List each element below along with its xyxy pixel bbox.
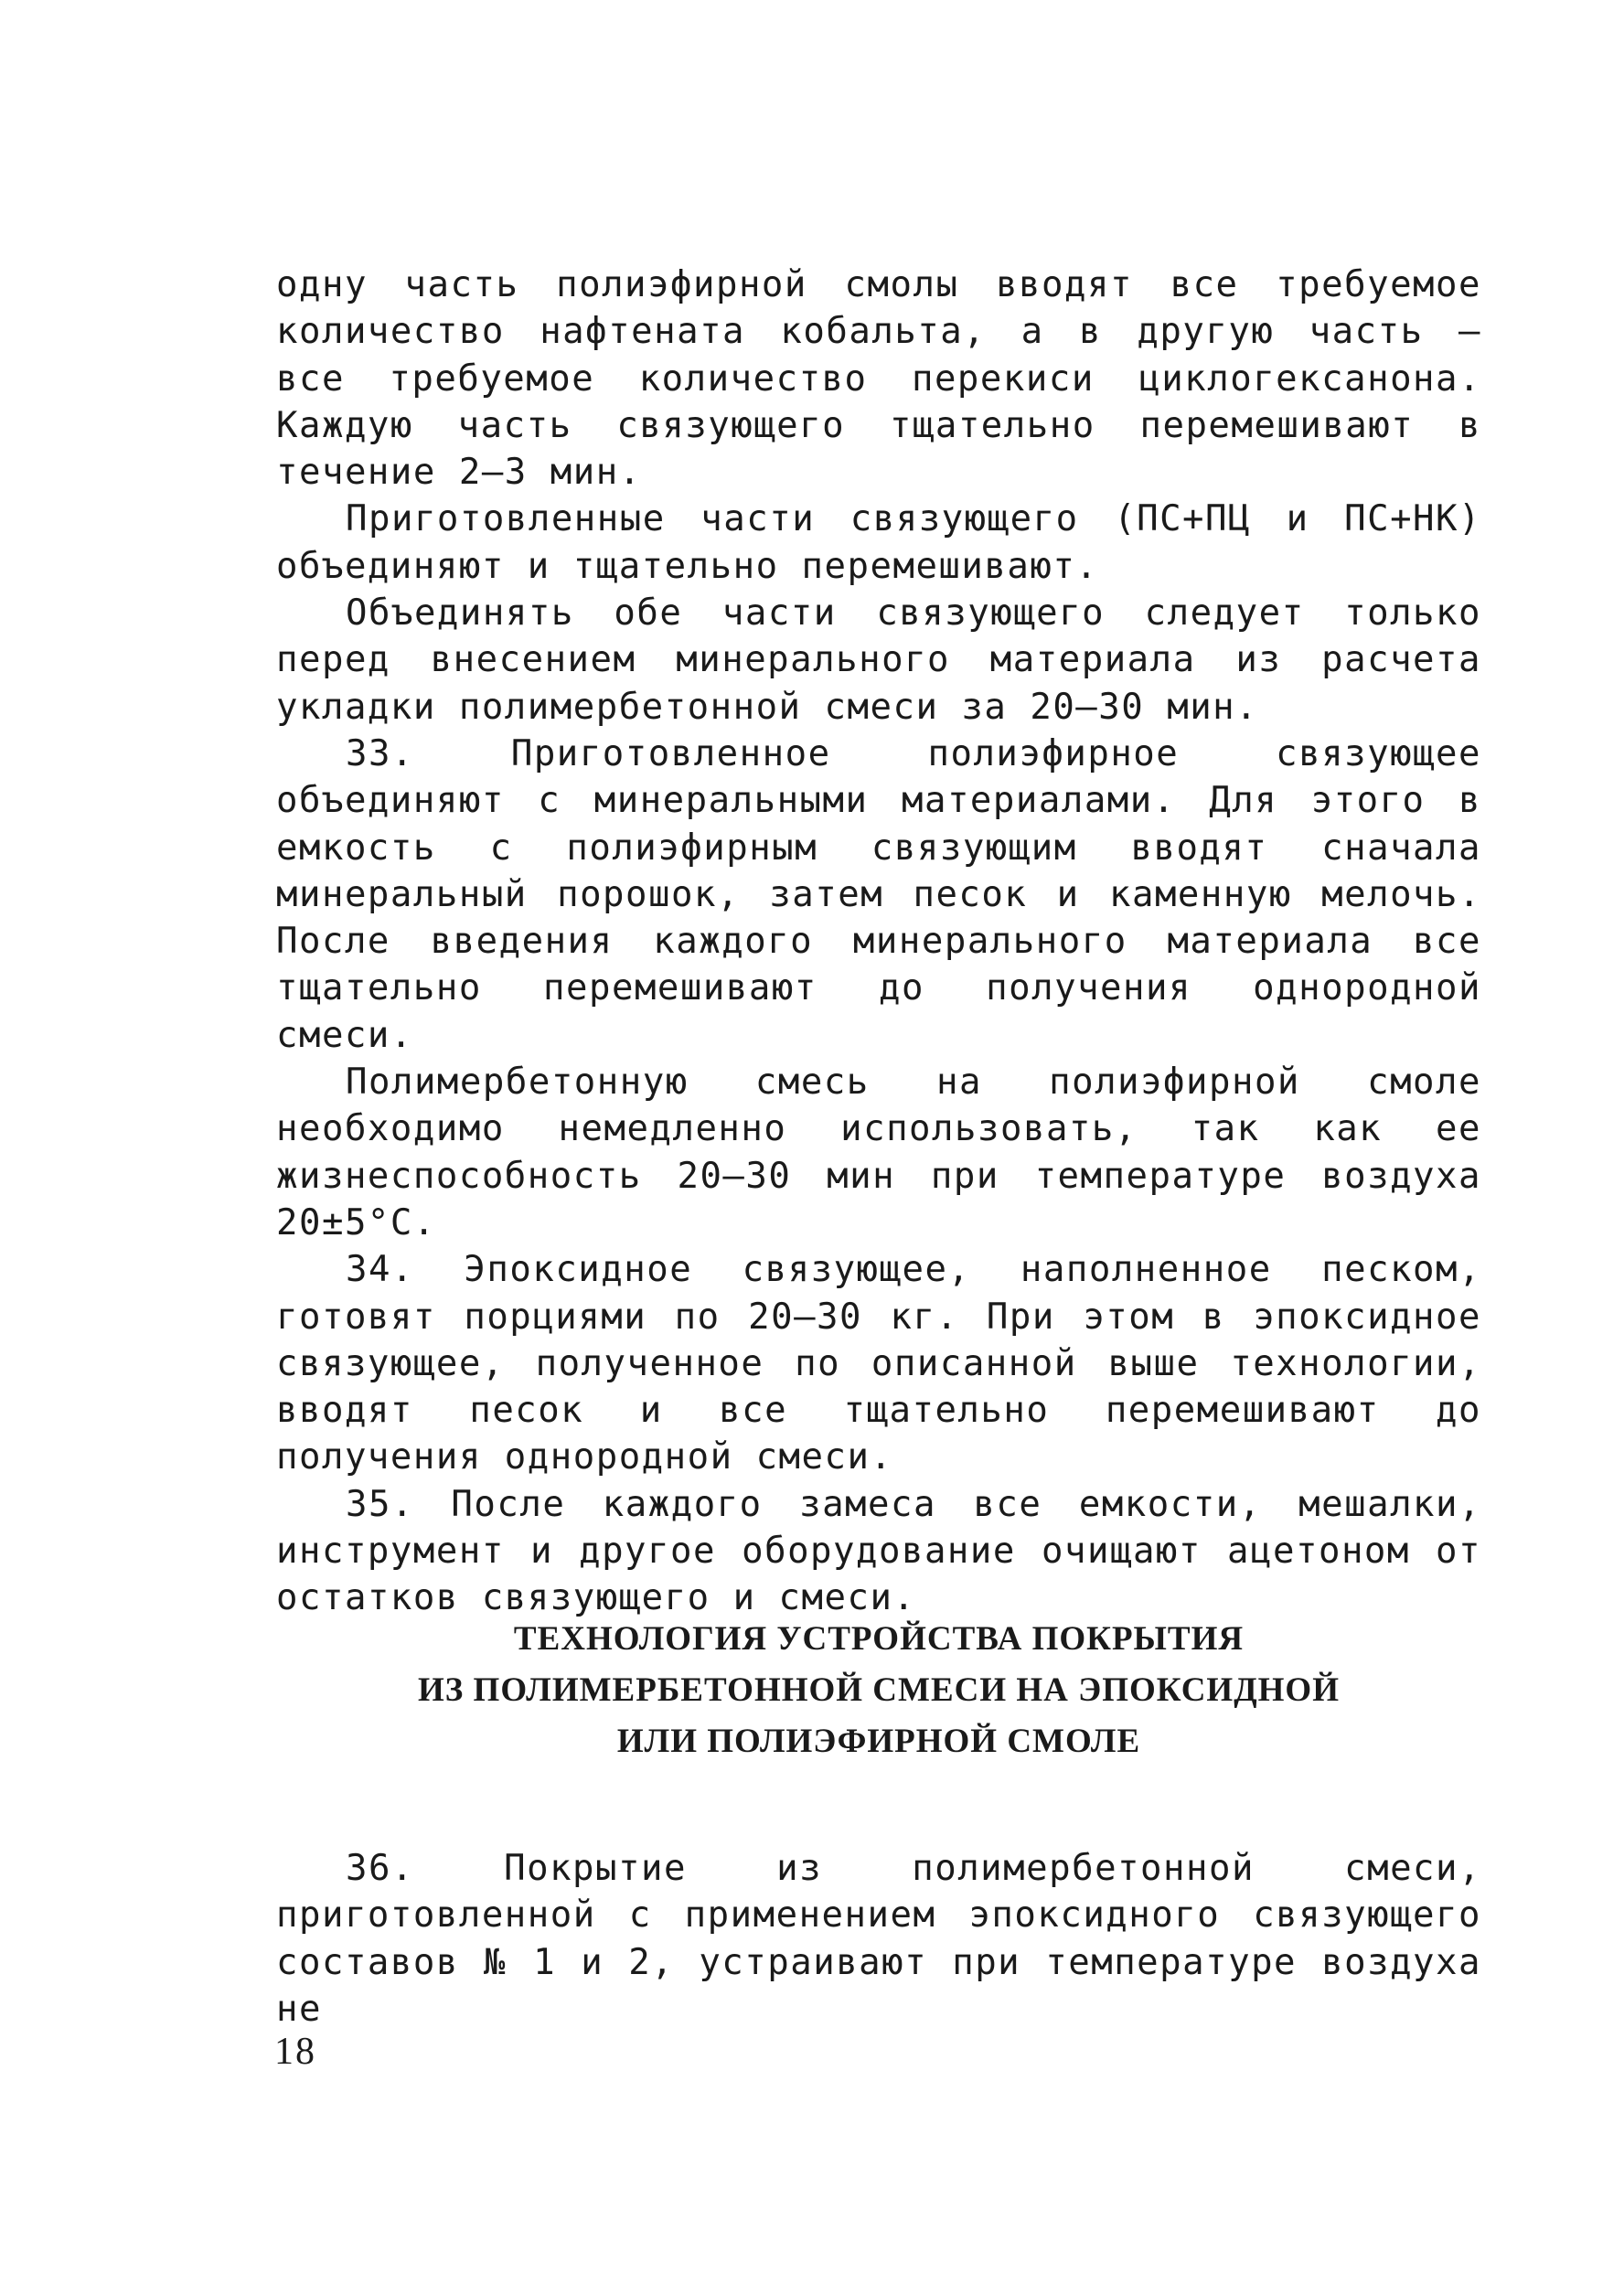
page-number: 18 bbox=[274, 2031, 316, 2073]
section-body-text bbox=[276, 1845, 1481, 2033]
paragraph-34: 34. Эпоксидное связующее, наполненное песком, готовят порциями по 20–30 кг. При этом в эпоксидное связующее, полученное по описанной выше технологии, вводят песок и все тщательно перемешивают до получения однородной смеси. bbox=[276, 1249, 1481, 1478]
section-heading bbox=[276, 1614, 1481, 1767]
body-text bbox=[276, 261, 1481, 1622]
paragraph-35: 35. После каждого замеса все емкости, мешалки, инструмент и другое оборудование очищают ацетоном от остатков связующего и смеси. bbox=[276, 1483, 1481, 1619]
paragraph-36: 36. Покрытие из полимербетонной смеси, приготовленной с применением эпоксидного связующего составов № 1 и 2, устраивают при температуре воздуха не bbox=[276, 1848, 1481, 2030]
paragraph-continuation: одну часть полиэфирной смолы вводят все требуемое количество нафтената кобальта, а в другую часть – все требуемое количество перекиси циклогексанона. Каждую часть связующего тщательно перемешивают в течение 2–3 мин. bbox=[276, 264, 1481, 494]
paragraph-polyester-mix-lifetime: Полимербетонную смесь на полиэфирной смоле необходимо немедленно использовать, так как ее жизнеспособность 20–30 мин при температуре воздуха 20±5°С. bbox=[276, 1062, 1481, 1243]
paragraph-33: 33. Приготовленное полиэфирное связующее объединяют с минеральными материалами. Для этого в емкость с полиэфирным связующим вводят сначала минеральный порошок, затем песок и каменную мелочь. После введения каждого минерального материала все тщательно перемешивают до получения однородной смеси. bbox=[276, 732, 1481, 1056]
heading-line-1: ТЕХНОЛОГИЯ УСТРОЙСТВА ПОКРЫТИЯ bbox=[513, 1620, 1245, 1658]
paragraph-combine-parts: Объединять обе части связующего следует только перед внесением минерального материала из расчета укладки полимербетонной смеси за 20–30 мин. bbox=[276, 592, 1481, 728]
heading-line-2: ИЗ ПОЛИМЕРБЕТОННОЙ СМЕСИ НА ЭПОКСИДНОЙ bbox=[418, 1671, 1340, 1709]
paragraph-prepared-parts: Приготовленные части связующего (ПС+ПЦ и ПС+НК) объединяют и тщательно перемешивают. bbox=[276, 498, 1481, 587]
heading-line-3: ИЛИ ПОЛИЭФИРНОЙ СМОЛЕ bbox=[616, 1723, 1141, 1760]
